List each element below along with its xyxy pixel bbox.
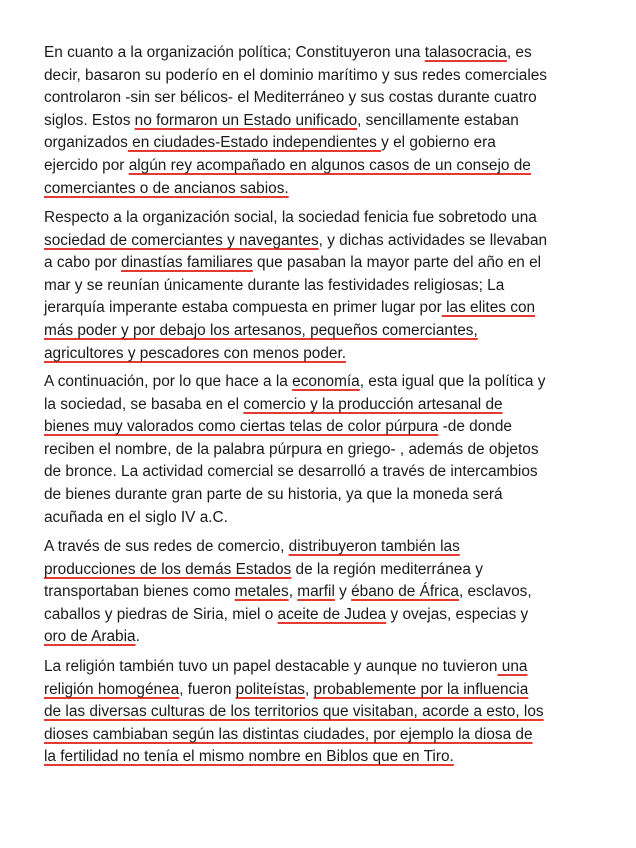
highlighted-phrase: metales xyxy=(234,583,289,601)
text-line xyxy=(44,679,604,702)
highlighted-phrase: comercio y la producción artesanal de xyxy=(243,395,503,413)
text-segment: , y dichas actividades se llevaban xyxy=(318,231,548,249)
text-line xyxy=(44,626,604,649)
text-segment: acuñada en el siglo IV a.C. xyxy=(44,508,228,526)
text-line xyxy=(44,604,604,627)
highlighted-phrase: dioses cambiaban según las distintas ciudades, por ejemplo la diosa de xyxy=(44,725,533,743)
highlighted-phrase: producciones de los demás Estados xyxy=(44,560,292,578)
text-line xyxy=(44,746,604,769)
text-line xyxy=(44,416,604,439)
text-segment: , sencillamente estaban xyxy=(357,111,519,129)
highlighted-phrase: no formaron un Estado unificado xyxy=(134,111,358,129)
text-segment: de bienes durante gran parte de su historia, ya que la moneda será xyxy=(44,485,503,503)
text-segment: ejercido por xyxy=(44,156,129,174)
text-line xyxy=(44,110,604,133)
text-segment: decir, basaron su poderío en el dominio marítimo y sus redes comerciales xyxy=(44,66,547,84)
text-line xyxy=(44,701,604,724)
text-segment: transportaban bienes como xyxy=(44,583,235,601)
text-segment: La religión también tuvo un papel destacable y aunque no tuvieron xyxy=(44,658,498,675)
highlighted-phrase: una xyxy=(497,658,528,675)
paragraph-economia xyxy=(44,371,604,529)
text-line xyxy=(44,343,604,366)
text-segment: , xyxy=(304,680,314,698)
highlighted-phrase: la fertilidad no tenía el mismo nombre en Biblos que en Tiro. xyxy=(44,748,454,766)
text-segment: y xyxy=(334,583,352,601)
text-line xyxy=(44,724,604,747)
paragraph-comercio xyxy=(44,536,604,649)
highlighted-phrase: más poder y por debajo los artesanos, pequeños comerciantes, xyxy=(44,321,478,339)
text-segment: a cabo por xyxy=(44,254,122,272)
text-line xyxy=(44,320,604,343)
text-line xyxy=(44,275,604,298)
text-segment: caballos y piedras de Siria, miel o xyxy=(44,605,278,623)
text-line xyxy=(44,178,604,201)
text-line xyxy=(44,439,604,462)
text-segment: , xyxy=(288,583,298,601)
highlighted-phrase: ébano de África xyxy=(351,583,459,601)
text-line xyxy=(44,252,604,275)
text-line xyxy=(44,581,604,604)
text-segment: Respecto a la organización social, la sociedad fenicia fue sobretodo una xyxy=(44,209,537,226)
text-line xyxy=(44,65,604,88)
text-segment: , esta igual que la política y xyxy=(359,373,546,390)
paragraph-politica xyxy=(44,42,604,200)
highlighted-phrase: bienes muy valorados como ciertas telas de color púrpura xyxy=(44,418,439,436)
text-segment: controlaron -sin ser bélicos- el Mediterráneo y sus costas durante cuatro xyxy=(44,89,537,107)
text-line xyxy=(44,461,604,484)
highlighted-phrase: agricultores y pescadores con menos poder. xyxy=(44,344,346,362)
text-line xyxy=(44,507,604,530)
highlighted-phrase: talasocracia xyxy=(424,44,507,61)
text-line xyxy=(44,207,604,230)
text-line xyxy=(44,42,604,65)
text-segment: de la región mediterránea y xyxy=(291,560,483,578)
text-segment: , es xyxy=(506,44,532,61)
text-line xyxy=(44,132,604,155)
text-line xyxy=(44,230,604,253)
text-segment: A continuación, por lo que hace a la xyxy=(44,373,293,390)
text-segment: jerarquía imperante estaba compuesta en primer lugar por xyxy=(44,299,442,317)
text-line xyxy=(44,484,604,507)
text-segment: En cuanto a la organización política; Constituyeron una xyxy=(44,44,425,61)
highlighted-phrase: distribuyeron también las xyxy=(288,538,460,555)
text-segment: -de donde xyxy=(438,418,512,436)
text-segment: y ovejas, especias y xyxy=(386,605,529,623)
text-line xyxy=(44,536,604,559)
highlighted-phrase: comerciantes o de ancianos sabios. xyxy=(44,179,289,197)
text-line xyxy=(44,656,604,679)
text-line xyxy=(44,87,604,110)
text-segment: mar y se reunían únicamente durante las festividades religiosas; La xyxy=(44,276,505,294)
highlighted-phrase: aceite de Judea xyxy=(277,605,387,623)
highlighted-phrase: sociedad de comerciantes y navegantes xyxy=(44,231,319,249)
highlighted-phrase: de las diversas culturas de los territorios que visitaban, acorde a esto, los xyxy=(44,703,544,721)
text-segment: de bronce. La actividad comercial se desarrolló a través de intercambios xyxy=(44,463,538,481)
text-segment: , esclavos, xyxy=(458,583,532,601)
highlighted-phrase: oro de Arabia xyxy=(44,628,136,646)
text-segment: la sociedad, se basaba en el xyxy=(44,395,244,413)
text-line xyxy=(44,394,604,417)
text-segment: reciben el nombre, de la palabra púrpura en griego- , además de objetos xyxy=(44,440,539,458)
highlighted-phrase: las elites con xyxy=(441,299,536,317)
text-segment: A través de sus redes de comercio, xyxy=(44,538,289,555)
highlighted-phrase: marfil xyxy=(297,583,335,601)
highlighted-phrase: politeístas xyxy=(235,680,305,698)
text-line xyxy=(44,559,604,582)
text-line xyxy=(44,155,604,178)
paragraph-social xyxy=(44,207,604,365)
highlighted-phrase: probablemente por la influencia xyxy=(313,680,529,698)
text-segment: siglos. Estos xyxy=(44,111,135,129)
paragraph-religion xyxy=(44,656,604,769)
highlighted-phrase: religión homogénea xyxy=(44,680,180,698)
highlighted-phrase: en ciudades-Estado independientes xyxy=(127,134,382,152)
highlighted-phrase: dinastías familiares xyxy=(121,254,253,272)
text-segment: que pasaban la mayor parte del año en el xyxy=(252,254,542,272)
text-line xyxy=(44,297,604,320)
text-segment: organizados xyxy=(44,134,128,152)
text-segment: . xyxy=(135,628,140,646)
text-segment: , fueron xyxy=(179,680,236,698)
highlighted-phrase: algún rey acompañado en algunos casos de un consejo de xyxy=(128,156,531,174)
text-line xyxy=(44,371,604,394)
highlighted-phrase: economía xyxy=(292,373,360,390)
text-segment: y el gobierno era xyxy=(381,134,496,152)
